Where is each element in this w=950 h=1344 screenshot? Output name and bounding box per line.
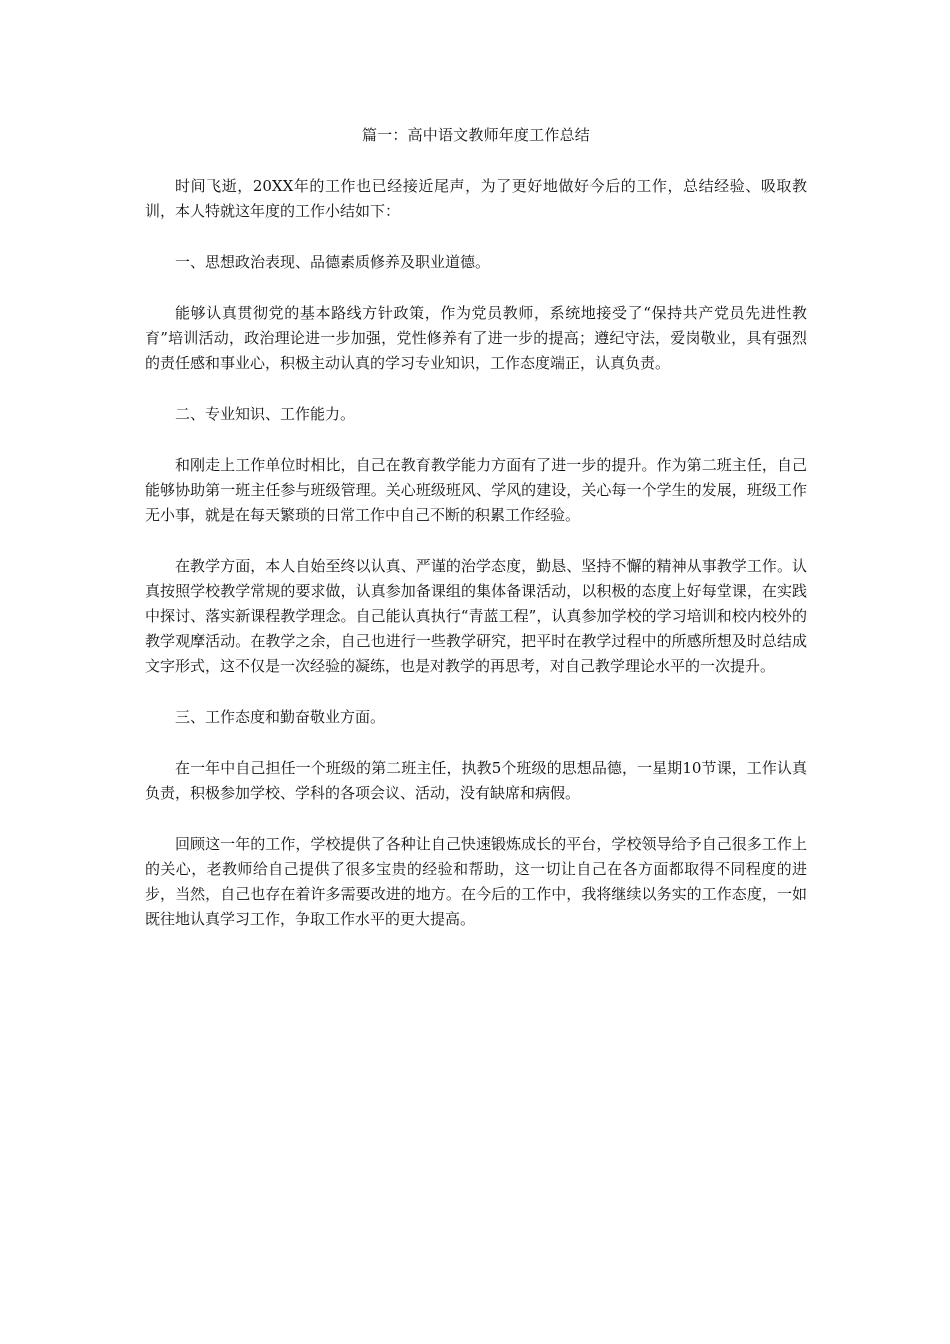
document-title: 篇一：高中语文教师年度工作总结 <box>361 126 590 144</box>
document-body <box>145 122 807 958</box>
section-heading-3: 三、工作态度和勤奋敬业方面。 <box>175 708 386 726</box>
section-heading-1: 一、思想政治表现、品德素质修养及职业道德。 <box>175 253 491 271</box>
section-2-paragraph-2: 在教学方面，本人自始至终以认真、严谨的治学态度，勤恳、坚持不懈的精神从事教学工作。认真按照学校教学常规的要求做，认真参加备课组的集体备课活动，以积极的态度上好每堂课，在实践中探讨、落实新课程教学理念。自己能认真执行“青蓝工程”，认真参加学校的学习培训和校内校外的教学观摩活动。在教学之余，自己也进行一些教学研究，把平时在教学过程中的所感所想及时总结成文字形式，这不仅是一次经验的凝练，也是对教学的再思考，对自己教学理论水平的一次提升。 <box>145 557 807 675</box>
section-3-paragraph: 在一年中自己担任一个班级的第二班主任，执教5个班级的思想品德，一星期10节课，工作认真负责，积极参加学校、学科的各项会议、活动，没有缺席和病假。 <box>145 759 807 802</box>
intro-paragraph: 时间飞逝，20XX年的工作也已经接近尾声，为了更好地做好今后的工作，总结经验、吸取教训，本人特就这年度的工作小结如下： <box>145 177 807 220</box>
section-heading-2: 二、专业知识、工作能力。 <box>175 405 356 423</box>
section-1-paragraph: 能够认真贯彻党的基本路线方针政策，作为党员教师，系统地接受了“保持共产党员先进性教育”培训活动，政治理论进一步加强，党性修养有了进一步的提高；遵纪守法，爱岗敬业，具有强烈的责任感和事业心，积极主动认真的学习专业知识，工作态度端正，认真负责。 <box>145 304 807 372</box>
closing-paragraph: 回顾这一年的工作，学校提供了各种让自己快速锻炼成长的平台，学校领导给予自己很多工作上的关心，老教师给自己提供了很多宝贵的经验和帮助，这一切让自己在各方面都取得不同程度的进步，当然，自己也存在着许多需要改进的地方。在今后的工作中，我将继续以务实的工作态度，一如既往地认真学习工作，争取工作水平的更大提高。 <box>145 835 807 928</box>
section-2-paragraph-1: 和刚走上工作单位时相比，自己在教育教学能力方面有了进一步的提升。作为第二班主任，自己能够协助第一班主任参与班级管理。关心班级班风、学风的建设，关心每一个学生的发展，班级工作无小事，就是在每天繁琐的日常工作中自己不断的积累工作经验。 <box>145 456 807 524</box>
